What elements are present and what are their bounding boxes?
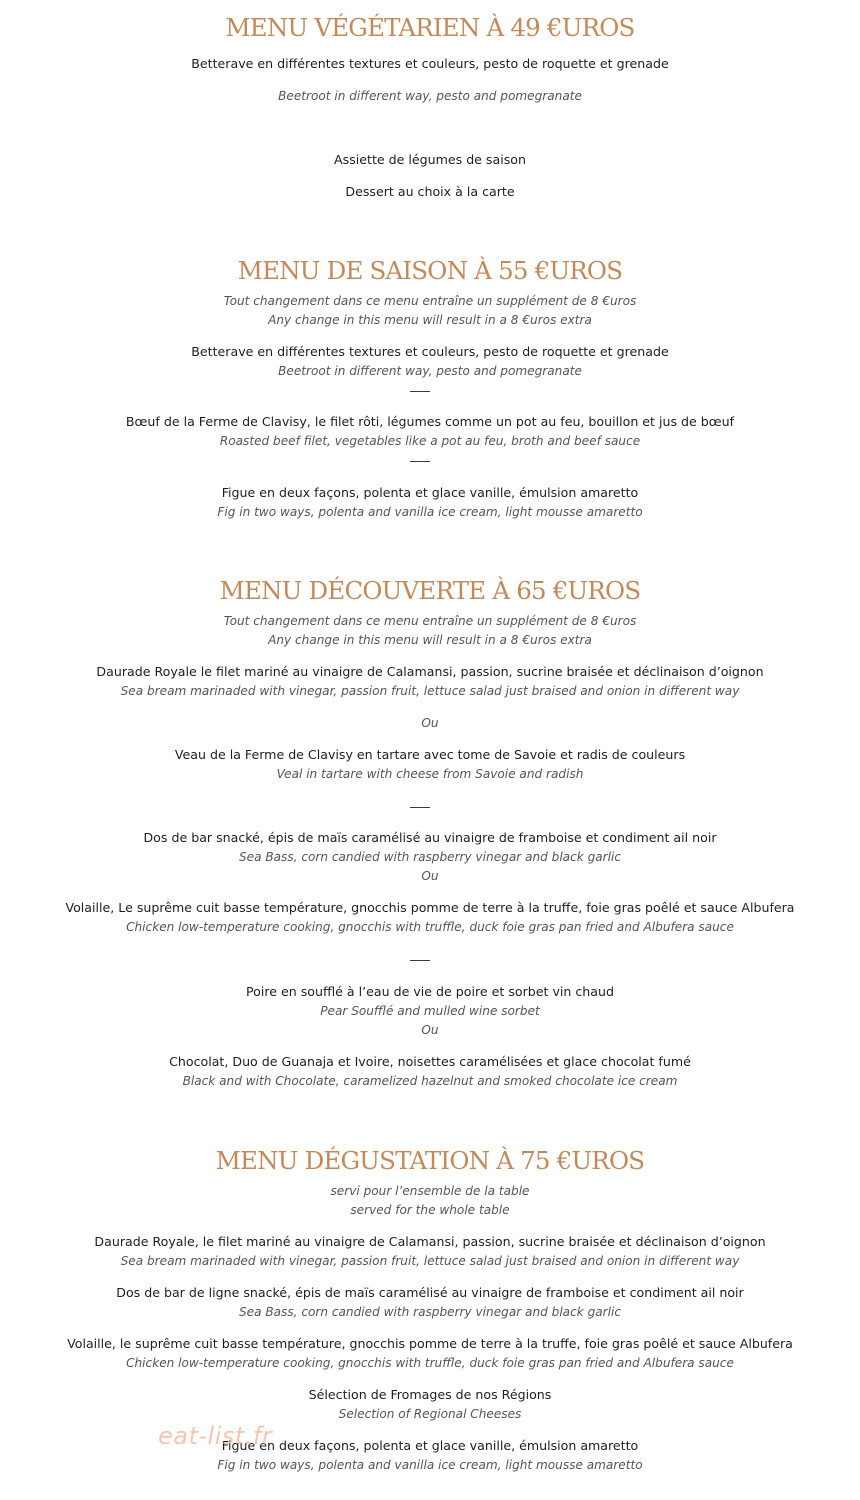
menu-decouverte-main1-en: Sea Bass, corn candied with raspberry vinegar and black garlic	[238, 850, 622, 864]
menu-degustation-item5-fr: Figue en deux façons, polenta et glace vanille, émulsion amaretto	[221, 1438, 639, 1453]
menu-degustation-item4-fr: Sélection de Fromages de nos Régions	[308, 1387, 552, 1402]
or-label: Ou	[421, 869, 439, 883]
menu-vegetarien-item2-fr: Assiette de légumes de saison	[334, 152, 526, 167]
menu-saison-item3-fr: Figue en deux façons, polenta et glace vanille, émulsion amaretto	[221, 485, 639, 500]
menu-degustation-item2-fr: Dos de bar de ligne snacké, épis de maïs caramélisé au vinaigre de framboise et condiment ail noir	[116, 1285, 744, 1300]
menu-degustation-note-en: served for the whole table	[350, 1203, 510, 1217]
menu-saison-item2-en: Roasted beef filet, vegetables like a pot au feu, broth and beef sauce	[219, 434, 641, 448]
separator	[410, 960, 430, 961]
separator	[410, 391, 430, 392]
menu-vegetarien-item1-en: Beetroot in different way, pesto and pomegranate	[278, 89, 582, 103]
menu-vegetarien-item1-fr: Betterave en différentes textures et couleurs, pesto de roquette et grenade	[191, 56, 669, 71]
menu-saison-item1-fr: Betterave en différentes textures et couleurs, pesto de roquette et grenade	[191, 344, 669, 359]
menu-decouverte-dessert2-en: Black and with Chocolate, caramelized hazelnut and smoked chocolate ice cream	[182, 1074, 678, 1088]
menu-saison-item2-fr: Bœuf de la Ferme de Clavisy, le filet rôti, légumes comme un pot au feu, bouillon et jus de bœuf	[125, 414, 735, 429]
menu-decouverte-dessert2-fr: Chocolat, Duo de Guanaja et Ivoire, noisettes caramélisées et glace chocolat fumé	[169, 1054, 691, 1069]
menu-decouverte-starter2-fr: Veau de la Ferme de Clavisy en tartare avec tome de Savoie et radis de couleurs	[174, 747, 686, 762]
menu-decouverte-main1-fr: Dos de bar snacké, épis de maïs caramélisé au vinaigre de framboise et condiment ail noir	[143, 830, 717, 845]
menu-saison-item3-en: Fig in two ways, polenta and vanilla ice cream, light mousse amaretto	[217, 505, 643, 519]
menu-saison-title: MENU DE SAISON À 55 €UROS	[237, 256, 623, 285]
menu-degustation-item4-en: Selection of Regional Cheeses	[338, 1407, 522, 1421]
menu-decouverte-dessert1-en: Pear Soufflé and mulled wine sorbet	[320, 1004, 540, 1018]
menu-degustation-item3-en: Chicken low-temperature cooking, gnocchis with truffle, duck foie gras pan fried and Albufera sauce	[126, 1356, 734, 1370]
menu-decouverte-starter1-en: Sea bream marinaded with vinegar, passion fruit, lettuce salad just braised and onion in different way	[120, 684, 740, 698]
menu-vegetarien-item3-fr: Dessert au choix à la carte	[345, 184, 515, 199]
menu-degustation-item5-en: Fig in two ways, polenta and vanilla ice cream, light mousse amaretto	[217, 1458, 643, 1472]
menu-degustation-note-fr: servi pour l’ensemble de la table	[330, 1184, 530, 1198]
menu-decouverte-main2-en: Chicken low-temperature cooking, gnocchis with truffle, duck foie gras pan fried and Albufera sauce	[126, 920, 734, 934]
menu-decouverte-note-en: Any change in this menu will result in a 8 €uros extra	[268, 633, 592, 647]
menu-decouverte-note-fr: Tout changement dans ce menu entraîne un supplément de 8 €uros	[223, 614, 637, 628]
separator	[410, 807, 430, 808]
menu-saison-item1-en: Beetroot in different way, pesto and pomegranate	[278, 364, 582, 378]
separator	[410, 461, 430, 462]
menu-degustation-item3-fr: Volaille, le suprême cuit basse température, gnocchis pomme de terre à la truffe, foie gras poêlé et sauce Albufera	[67, 1336, 793, 1351]
or-label: Ou	[421, 716, 439, 730]
menu-decouverte-title: MENU DÉCOUVERTE À 65 €UROS	[219, 576, 641, 605]
menu-saison-note-fr: Tout changement dans ce menu entraîne un supplément de 8 €uros	[223, 294, 637, 308]
menu-decouverte-starter2-en: Veal in tartare with cheese from Savoie and radish	[276, 767, 584, 781]
menu-degustation-title: MENU DÉGUSTATION À 75 €UROS	[215, 1146, 645, 1175]
menu-decouverte-dessert1-fr: Poire en soufflé à l’eau de vie de poire et sorbet vin chaud	[246, 984, 614, 999]
menu-vegetarien-title: MENU VÉGÉTARIEN À 49 €UROS	[225, 13, 635, 42]
or-label: Ou	[421, 1023, 439, 1037]
menu-degustation-item1-en: Sea bream marinaded with vinegar, passion fruit, lettuce salad just braised and onion in different way	[120, 1254, 740, 1268]
menu-decouverte-starter1-fr: Daurade Royale le filet mariné au vinaigre de Calamansi, passion, sucrine braisée et déclinaison d’oignon	[96, 664, 764, 679]
menu-saison-note-en: Any change in this menu will result in a 8 €uros extra	[268, 313, 592, 327]
watermark-logo: eat-list.fr	[158, 1422, 273, 1450]
menu-decouverte-main2-fr: Volaille, Le suprême cuit basse température, gnocchis pomme de terre à la truffe, foie gras poêlé et sauce Albufera	[65, 900, 795, 915]
menu-degustation-item1-fr: Daurade Royale, le filet mariné au vinaigre de Calamansi, passion, sucrine braisée et déclinaison d’oignon	[94, 1234, 766, 1249]
menu-degustation-item2-en: Sea Bass, corn candied with raspberry vinegar and black garlic	[238, 1305, 622, 1319]
